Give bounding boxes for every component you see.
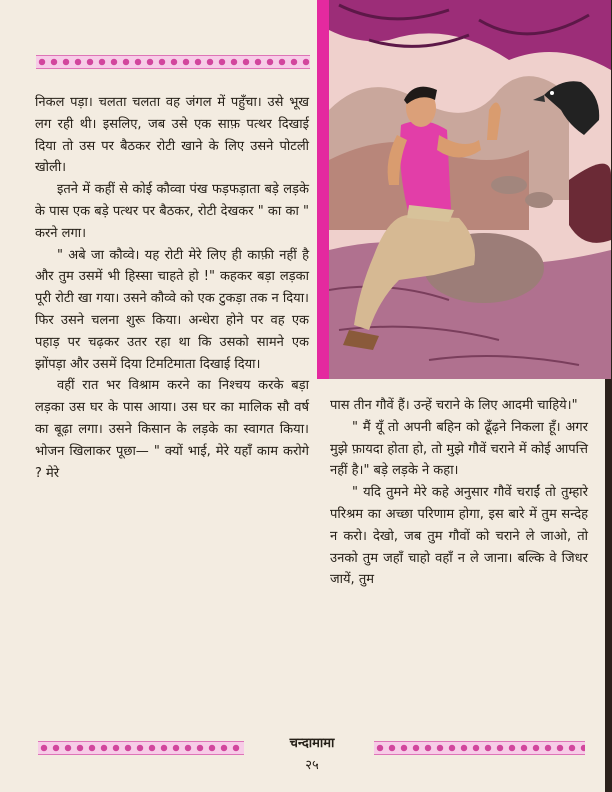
magazine-name: चन्दामामा — [289, 736, 335, 751]
paragraph: " अबे जा कौव्वे। यह रोटी मेरे लिए ही काफ़ी नहीं है और तुम उसमें भी हिस्सा चाहते हो !" कहकर बड़ा लड़का पूरी रोटी खा गया। उसने कौव्वे को एक टुकड़ा तक न दिया। फिर उसने चलना शुरू किया। अन्धेरा होने पर वह एक पहाड़ पर चढ़कर उतर रहा था कि उसको सामने एक झोंपड़ा और उसमें दिया टिमटिमाता दिखाई दिया। — [35, 247, 309, 372]
bottom-left-decorative-border — [38, 741, 244, 755]
paragraph: वहीं रात भर विश्राम करने का निश्चय करके बड़ा लड़का उस घर के पास आया। उस घर का मालिक सौ वर्ष का बूढ़ा लगा। उसने किसान के लड़के का स्वागत किया। भोजन खिलाकर पूछा— " क्यों भाई, मेरे यहाँ काम करोगे ? मेरे — [35, 378, 309, 481]
paragraph: " यदि तुमने मेरे कहे अनुसार गौवें चराईं तो तुम्हारे परिश्रम का अच्छा परिणाम होगा, इस बारे में तुम सन्देह न करो। देखो, जब तुम गौवों को चराने ले जाओ, तो उनको तुम जहाँ चाहो वहाँ न ले जाना। बल्कि वे जिधर जायें, तुम — [330, 485, 588, 588]
left-text-column — [35, 92, 309, 484]
story-illustration — [317, 0, 611, 379]
paragraph: निकल पड़ा। चलता चलता वह जंगल में पहुँचा। उसे भूख लग रही थी। इसलिए, जब उसे एक साफ़ पत्थर दिखाई दिया तो उस पर बैठकर रोटी खाने के लिए उसने पोटली खोली। — [35, 95, 309, 176]
paragraph: " मैं यूँ तो अपनी बहिन को ढूँढ़ने निकला हूँ। अगर मुझे फ़ायदा होता हो, तो मुझे गौवें चराने में कोई आपत्ति नहीं है।" बड़े लड़के ने कहा। — [330, 419, 588, 479]
bottom-right-decorative-border — [374, 741, 585, 755]
right-text-column — [330, 395, 588, 591]
boy-and-crow-picture — [329, 0, 611, 379]
paragraph: पास तीन गौवें हैं। उन्हें चराने के लिए आदमी चाहिये।" — [330, 398, 578, 413]
paragraph: इतने में कहीं से कोई कौव्वा पंख फड़फड़ाता बड़े लड़के के पास एक बड़े पत्थर पर बैठकर, रोटी देखकर " का का " करने लगा। — [35, 182, 309, 241]
top-decorative-border — [36, 55, 310, 69]
page-number: २५ — [305, 758, 319, 773]
